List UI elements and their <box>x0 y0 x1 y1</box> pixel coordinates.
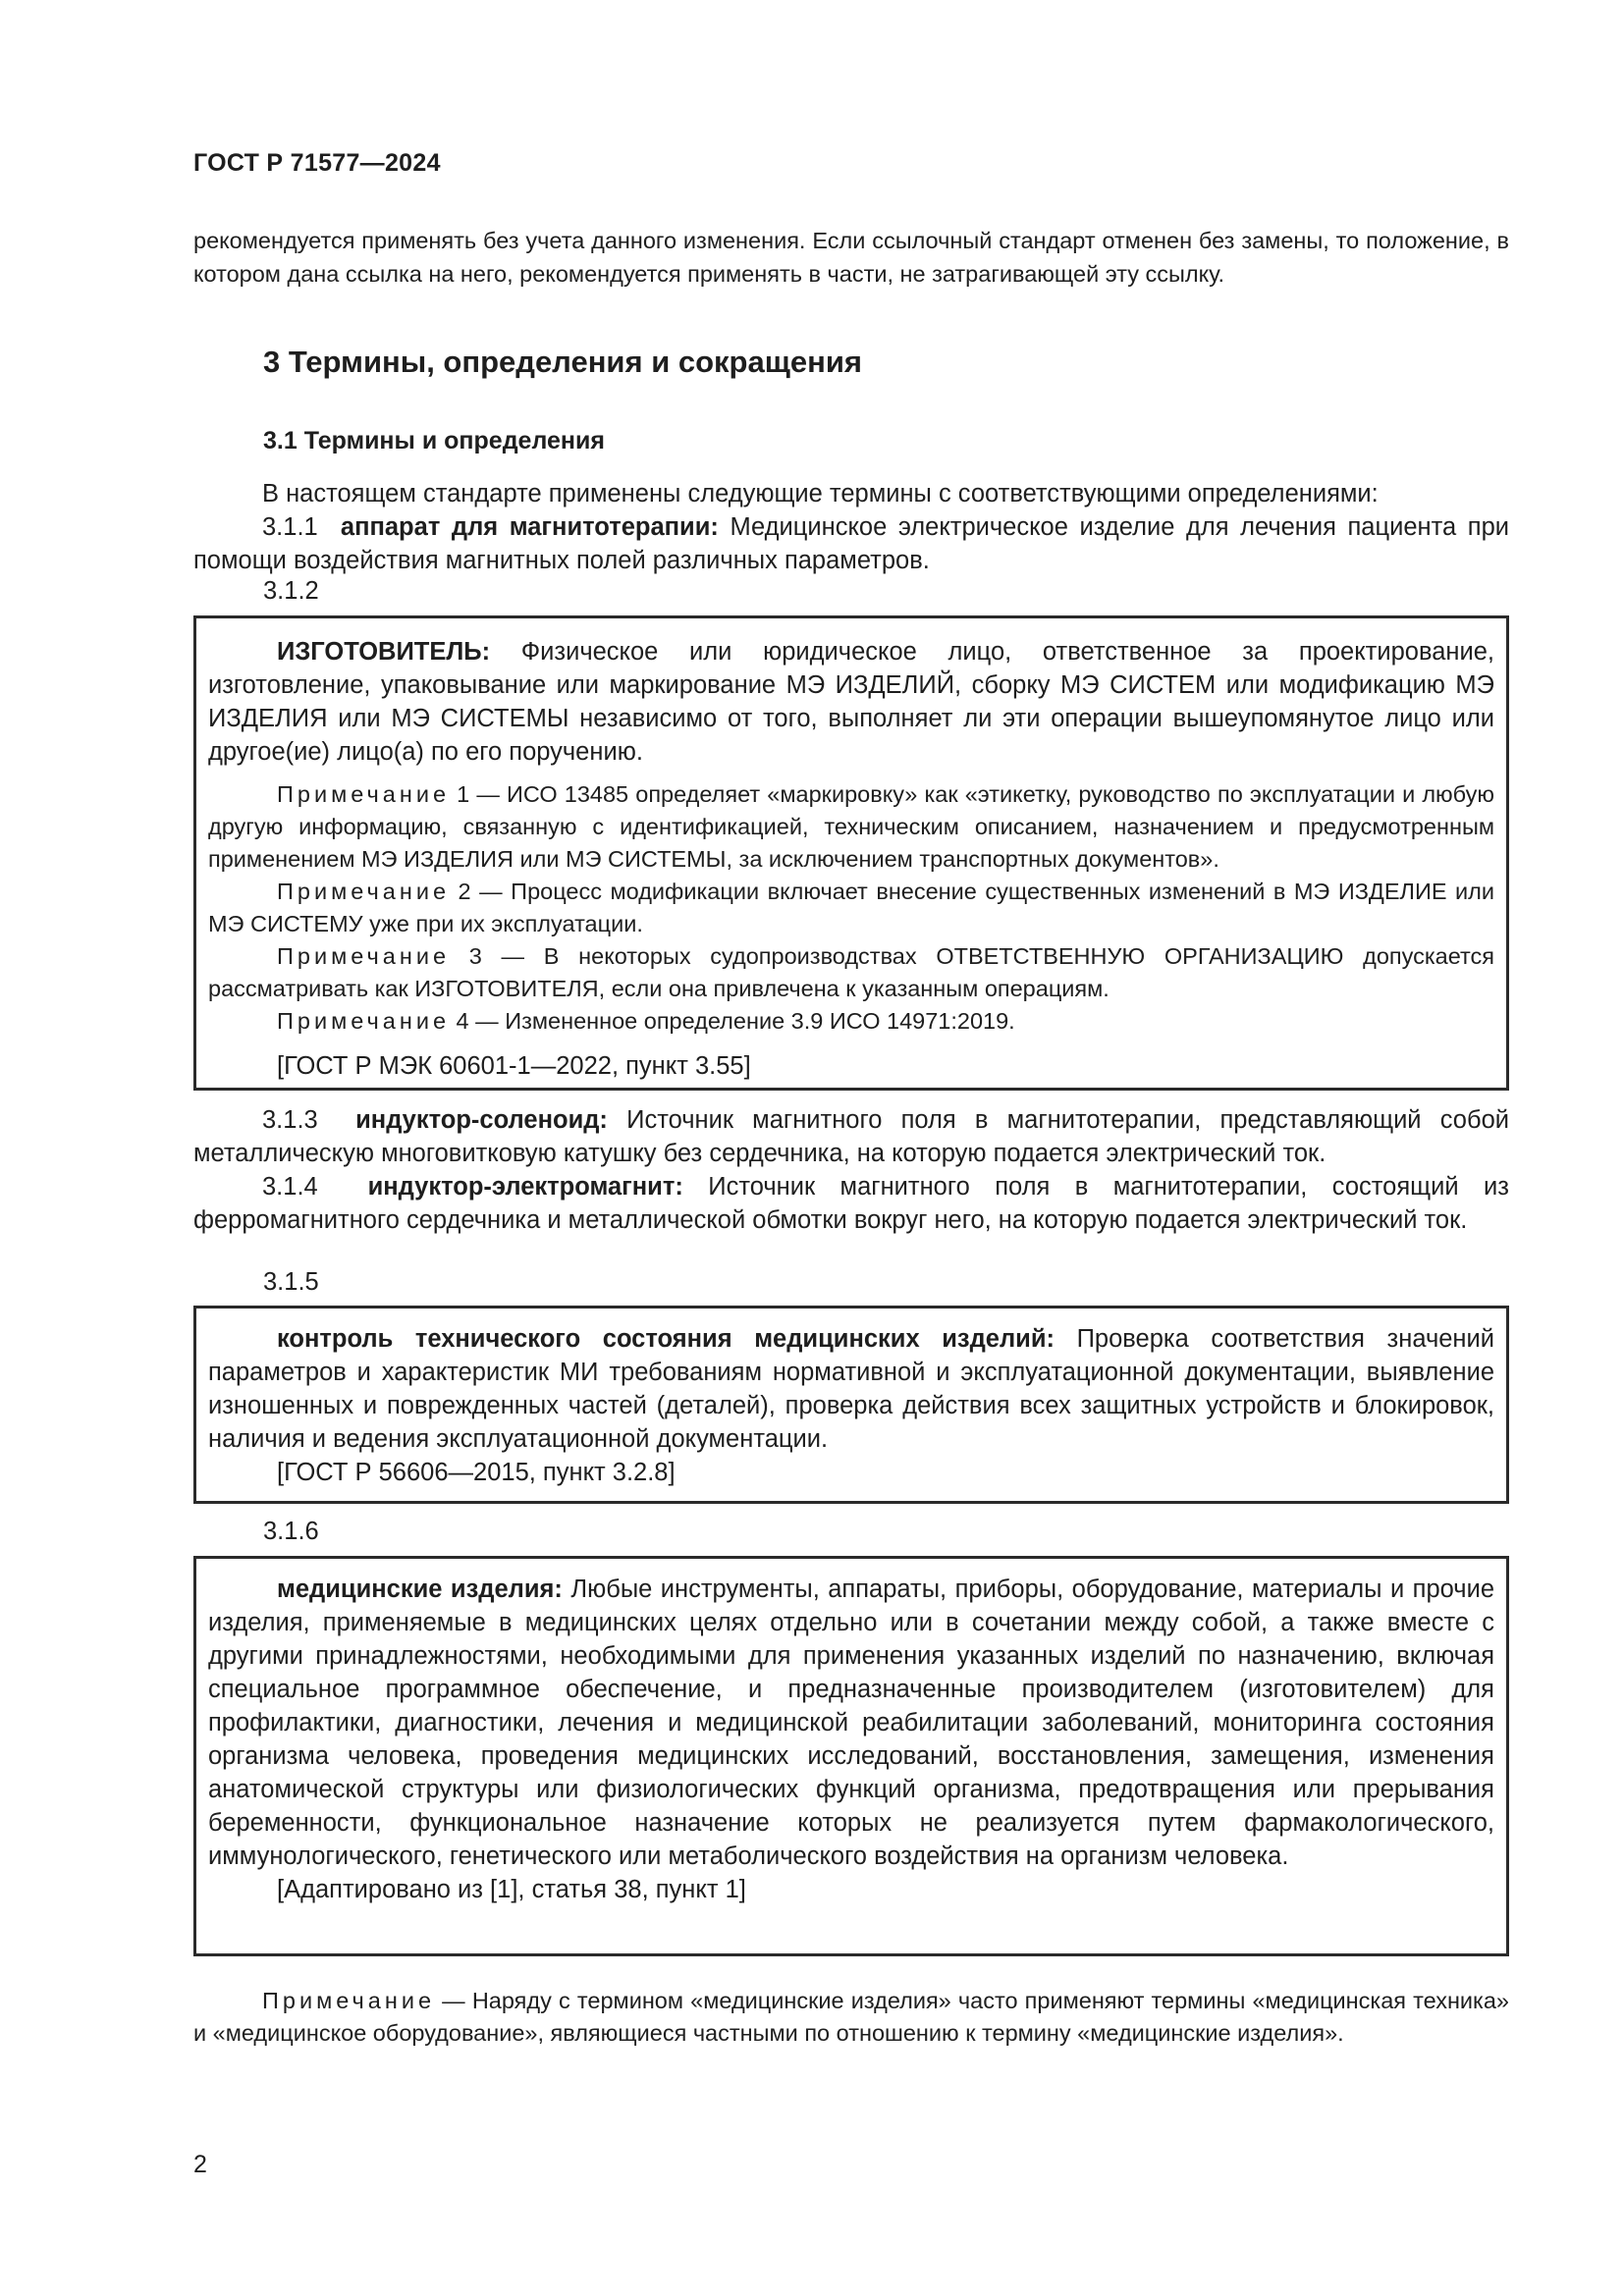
term-3-1-2-definition: Физическое или юридическое лицо, ответственное за проектирование, изготовление, упаковывание или маркирование МЭ ИЗДЕЛИЙ, сборку МЭ СИСТЕМ или модификацию МЭ ИЗДЕЛИЯ или МЭ СИСТЕМЫ независимо от того, выполняет ли эти операции вышеупомянутое лицо или другое(ие) лицо(а) по его поручению. <box>208 638 1494 766</box>
terms-lead-and-3-1-1 <box>193 477 1509 577</box>
term-3-1-6-definition-paragraph <box>208 1573 1494 1873</box>
term-3-1-2-name: ИЗГОТОВИТЕЛЬ: <box>277 638 491 666</box>
term-3-1-1-number: 3.1.1 <box>262 513 318 541</box>
term-3-1-5-definition: Проверка соответствия значений параметров и характеристик МИ требованиям нормативной и эксплуатационной документации, выявление изношенных и поврежденных частей (деталей), проверка действия всех защитных устройств и блокировок, наличия и ведения эксплуатационной документации. <box>208 1325 1494 1453</box>
term-3-1-4 <box>193 1170 1509 1237</box>
term-3-1-4-definition: Источник магнитного поля в магнитотерапии, состоящий из ферромагнитного сердечника и металлической обмотки вокруг него, на которую подается электрический ток. <box>193 1173 1509 1234</box>
term-3-1-3-definition: Источник магнитного поля в магнитотерапии, представляющий собой металлическую многовитковую катушку без сердечника, на которую подается электрический ток. <box>193 1106 1509 1167</box>
note-word: Примечание <box>262 1988 436 2013</box>
term-3-1-3-number: 3.1.3 <box>262 1106 318 1134</box>
intro-paragraph <box>193 224 1509 291</box>
term-3-1-2-definition-paragraph <box>208 635 1494 769</box>
term-3-1-2-note-2: Примечание 2 — Процесс модификации включает внесение существенных изменений в МЭ ИЗДЕЛИЕ или МЭ СИСТЕМУ уже при их эксплуатации. <box>208 879 1494 936</box>
note-word: Примечание <box>277 1008 451 1034</box>
term-3-1-1-definition: Медицинское электрическое изделие для лечения пациента при помощи воздействия магнитных полей различных параметров. <box>193 513 1509 574</box>
term-3-1-3 <box>193 1103 1509 1170</box>
term-3-1-5-frame <box>193 1306 1509 1504</box>
final-note <box>193 1985 1509 2050</box>
term-3-1-1 <box>193 510 1509 577</box>
term-3-1-5-definition-paragraph <box>208 1322 1494 1456</box>
term-3-1-6-name: медицинские изделия: <box>277 1575 563 1603</box>
term-3-1-2-frame <box>193 615 1509 1091</box>
note-word: Примечание <box>277 943 451 969</box>
final-note-text: Примечание — Наряду с термином «медицинские изделия» часто применяют термины «медицинская техника» и «медицинское оборудование», являющиеся частными по отношению к термину «медицинские изделия». <box>193 1988 1509 2046</box>
term-3-1-2-note-4: Примечание 4 — Измененное определение 3.9 ИСО 14971:2019. <box>277 1008 1015 1034</box>
term-3-1-2-source: [ГОСТ Р МЭК 60601-1—2022, пункт 3.55] <box>277 1052 751 1080</box>
term-3-1-6-definition: Любые инструменты, аппараты, приборы, оборудование, материалы и прочие изделия, применяемые в медицинских целях отдельно или в сочетании между собой, а также вместе с другими принадлежностями, необходимыми для применения указанных изделий по назначению, включая специальное программное обеспечение, и предназначенные производителем (изготовителем) для профилактики, диагностики, лечения и медицинской реабилитации заболеваний, мониторинга состояния организма человека, проведения медицинских исследований, восстановления, замещения, изменения анатомической структуры или физиологических функций организма, предотвращения или прерывания беременности, функциональное назначение которых не реализуется путем фармакологического, иммунологического, генетического или метаболического воздействия на организм человека. <box>208 1575 1494 1870</box>
note-word: Примечание <box>277 879 451 904</box>
term-3-1-3-name: индуктор-соленоид: <box>355 1106 608 1134</box>
term-3-1-5-number: 3.1.5 <box>263 1268 319 1296</box>
term-3-1-2-note-1: Примечание 1 — ИСО 13485 определяет «маркировку» как «этикетку, руководство по эксплуатации и любую другую информацию, связанную с идентификацией, техническим описанием, назначением и предусмотренным применением МЭ ИЗДЕЛИЯ или МЭ СИСТЕМЫ, за исключением транспортных документов». <box>208 781 1494 872</box>
term-3-1-6-source: [Адаптировано из [1], статья 38, пункт 1] <box>277 1876 746 1903</box>
section-title: 3 Термины, определения и сокращения <box>263 345 862 379</box>
document-header: ГОСТ Р 71577—2024 <box>193 149 441 177</box>
term-3-1-4-number: 3.1.4 <box>262 1173 318 1201</box>
note-word: Примечание <box>277 781 451 807</box>
term-3-1-5-source: [ГОСТ Р 56606—2015, пункт 3.2.8] <box>277 1459 676 1486</box>
subsection-title: 3.1 Термины и определения <box>263 427 605 454</box>
term-3-1-6-number: 3.1.6 <box>263 1518 319 1545</box>
terms-3-1-3-and-3-1-4 <box>193 1103 1509 1237</box>
term-3-1-1-name: аппарат для магнитотерапии: <box>340 513 719 541</box>
intro-text: рекомендуется применять без учета данного изменения. Если ссылочный стандарт отменен без замены, то положение, в котором дана ссылка на него, рекомендуется применять в части, не затрагивающей эту ссылку. <box>193 228 1509 287</box>
term-3-1-2-note-3: Примечание 3 — В некоторых судопроизводствах ОТВЕТСТВЕННУЮ ОРГАНИЗАЦИЮ допускается рассматривать как ИЗГОТОВИТЕЛЯ, если она привлечена к указанным операциям. <box>208 943 1494 1001</box>
term-3-1-5-name: контроль технического состояния медицинских изделий: <box>277 1325 1056 1353</box>
term-3-1-4-name: индуктор-электромагнит: <box>367 1173 683 1201</box>
lead-paragraph: В настоящем стандарте применены следующие термины с соответствующими определениями: <box>262 480 1379 507</box>
term-3-1-2-number: 3.1.2 <box>263 577 319 605</box>
term-3-1-6-frame <box>193 1556 1509 1956</box>
page-number: 2 <box>193 2151 207 2178</box>
